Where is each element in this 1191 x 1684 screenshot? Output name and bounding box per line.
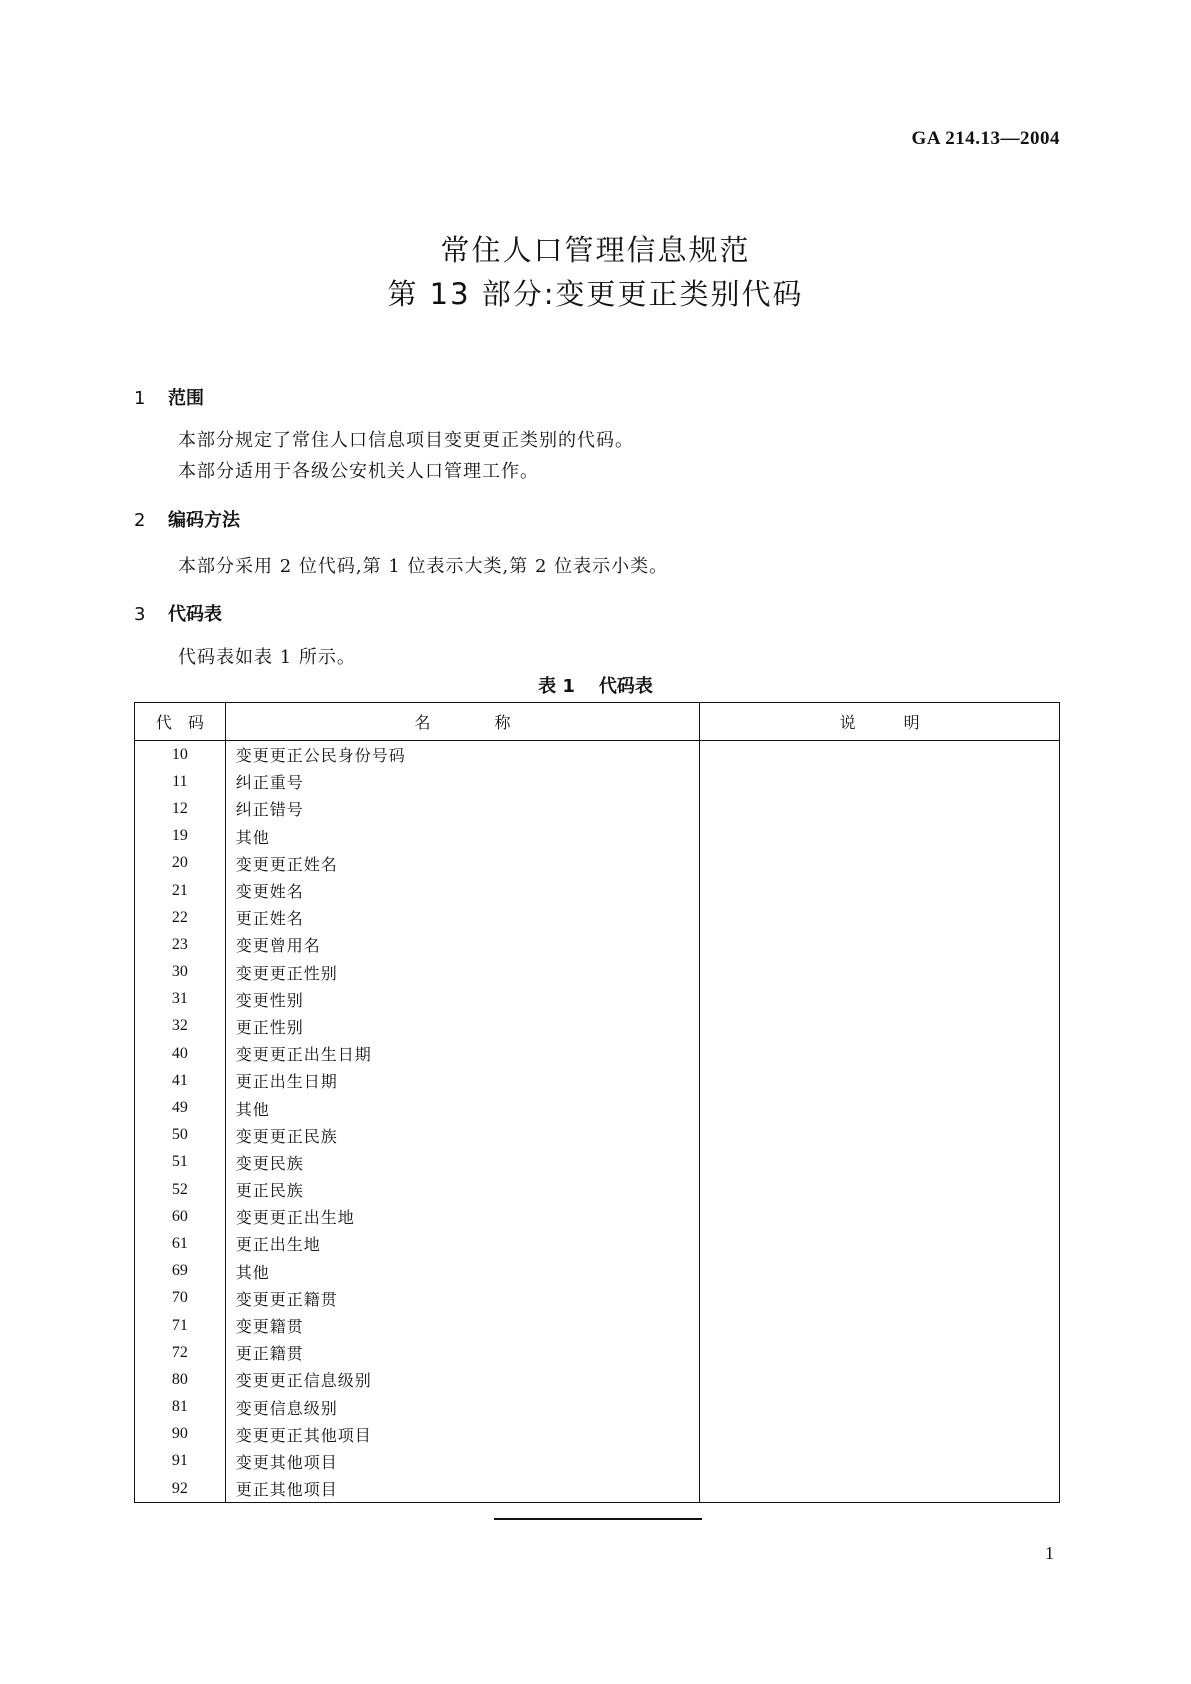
code-cell: 40 [135, 1040, 226, 1067]
table-row [135, 1067, 1060, 1094]
code-cell: 10 [135, 741, 226, 769]
code-cell: 80 [135, 1366, 226, 1393]
table-row [135, 1203, 1060, 1230]
code-cell: 72 [135, 1339, 226, 1366]
section-number: 2 [134, 510, 146, 531]
code-cell: 50 [135, 1122, 226, 1149]
name-cell: 纠正重号 [225, 768, 699, 795]
table-row [135, 931, 1060, 958]
code-cell: 92 [135, 1475, 226, 1503]
name-cell: 更正出生日期 [225, 1067, 699, 1094]
note-cell [700, 1176, 1060, 1203]
header-name: 名 称 [225, 703, 699, 741]
note-cell [700, 795, 1060, 822]
code-cell: 31 [135, 986, 226, 1013]
note-cell [700, 931, 1060, 958]
code-cell: 23 [135, 931, 226, 958]
name-cell: 更正籍贯 [225, 1339, 699, 1366]
paragraph: 本部分适用于各级公安机关人口管理工作。 [178, 461, 539, 482]
name-cell: 变更曾用名 [225, 931, 699, 958]
name-cell: 变更更正籍贯 [225, 1285, 699, 1312]
name-cell: 变更更正其他项目 [225, 1421, 699, 1448]
table-row [135, 823, 1060, 850]
table-row [135, 1013, 1060, 1040]
note-cell [700, 1230, 1060, 1257]
note-cell [700, 959, 1060, 986]
code-cell: 22 [135, 904, 226, 931]
table-row [135, 1339, 1060, 1366]
table-row [135, 768, 1060, 795]
section-number: 3 [134, 604, 146, 625]
table-caption-label: 表 1 [538, 676, 575, 697]
code-cell: 20 [135, 850, 226, 877]
table-header-row [135, 703, 1060, 741]
note-cell [700, 1421, 1060, 1448]
name-cell: 更正民族 [225, 1176, 699, 1203]
note-cell [700, 1366, 1060, 1393]
note-cell [700, 1013, 1060, 1040]
table-row [135, 959, 1060, 986]
table-row [135, 1122, 1060, 1149]
note-cell [700, 850, 1060, 877]
note-cell [700, 1040, 1060, 1067]
paragraph: 本部分规定了常住人口信息项目变更更正类别的代码。 [178, 430, 634, 451]
name-cell: 更正姓名 [225, 904, 699, 931]
section-heading-scope [134, 384, 204, 410]
note-cell [700, 1312, 1060, 1339]
name-cell: 变更更正信息级别 [225, 1366, 699, 1393]
name-cell: 更正其他项目 [225, 1475, 699, 1503]
section-number: 1 [134, 388, 146, 409]
note-cell [700, 1448, 1060, 1475]
name-cell: 变更更正出生日期 [225, 1040, 699, 1067]
note-cell [700, 1122, 1060, 1149]
name-cell: 纠正错号 [225, 795, 699, 822]
section-title: 编码方法 [168, 510, 240, 531]
section-title: 代码表 [168, 604, 222, 625]
code-cell: 90 [135, 1421, 226, 1448]
table-row [135, 1149, 1060, 1176]
code-cell: 49 [135, 1094, 226, 1121]
code-cell: 12 [135, 795, 226, 822]
note-cell [700, 877, 1060, 904]
table-row [135, 1040, 1060, 1067]
name-cell: 变更信息级别 [225, 1394, 699, 1421]
note-cell [700, 986, 1060, 1013]
table-row [135, 850, 1060, 877]
note-cell [700, 1094, 1060, 1121]
note-cell [700, 1203, 1060, 1230]
code-cell: 91 [135, 1448, 226, 1475]
code-cell: 19 [135, 823, 226, 850]
name-cell: 变更更正公民身份号码 [225, 741, 699, 769]
code-cell: 81 [135, 1394, 226, 1421]
name-cell: 变更民族 [225, 1149, 699, 1176]
page-number: 1 [1045, 1543, 1054, 1563]
note-cell [700, 1394, 1060, 1421]
table-row [135, 904, 1060, 931]
name-cell: 变更性别 [225, 986, 699, 1013]
note-cell [700, 741, 1060, 769]
section-heading-code-table [134, 600, 222, 626]
section-title: 范围 [168, 388, 204, 409]
table-row [135, 1448, 1060, 1475]
name-cell: 变更姓名 [225, 877, 699, 904]
table-caption-title: 代码表 [598, 676, 653, 697]
table-row [135, 986, 1060, 1013]
name-cell: 变更更正性别 [225, 959, 699, 986]
name-cell: 变更籍贯 [225, 1312, 699, 1339]
note-cell [700, 1149, 1060, 1176]
note-cell [700, 1067, 1060, 1094]
table-row [135, 741, 1060, 769]
note-cell [700, 823, 1060, 850]
code-cell: 21 [135, 877, 226, 904]
code-cell: 51 [135, 1149, 226, 1176]
name-cell: 更正出生地 [225, 1230, 699, 1257]
name-cell: 其他 [225, 1094, 699, 1121]
table-row [135, 795, 1060, 822]
table-row [135, 1475, 1060, 1503]
name-cell: 变更更正姓名 [225, 850, 699, 877]
name-cell: 更正性别 [225, 1013, 699, 1040]
document-subtitle: 第 13 部分:变更更正类别代码 [387, 277, 804, 311]
code-cell: 32 [135, 1013, 226, 1040]
code-cell: 30 [135, 959, 226, 986]
paragraph: 本部分采用 2 位代码,第 1 位表示大类,第 2 位表示小类。 [178, 556, 669, 577]
code-cell: 11 [135, 768, 226, 795]
name-cell: 其他 [225, 1258, 699, 1285]
table-row [135, 1094, 1060, 1121]
paragraph: 代码表如表 1 所示。 [178, 647, 356, 668]
table-row [135, 877, 1060, 904]
table-row [135, 1230, 1060, 1257]
note-cell [700, 1285, 1060, 1312]
name-cell: 变更更正出生地 [225, 1203, 699, 1230]
name-cell: 变更更正民族 [225, 1122, 699, 1149]
note-cell [700, 1339, 1060, 1366]
note-cell [700, 768, 1060, 795]
table-row [135, 1258, 1060, 1285]
name-cell: 变更其他项目 [225, 1448, 699, 1475]
code-cell: 52 [135, 1176, 226, 1203]
table-row [135, 1176, 1060, 1203]
code-cell: 41 [135, 1067, 226, 1094]
code-cell: 60 [135, 1203, 226, 1230]
code-cell: 69 [135, 1258, 226, 1285]
note-cell [700, 1475, 1060, 1503]
code-cell: 61 [135, 1230, 226, 1257]
section-heading-encoding [134, 506, 240, 532]
note-cell [700, 1258, 1060, 1285]
table-row [135, 1366, 1060, 1393]
code-table [134, 702, 1060, 1503]
name-cell: 其他 [225, 823, 699, 850]
code-cell: 71 [135, 1312, 226, 1339]
table-caption [0, 672, 1191, 698]
header-note: 说 明 [700, 703, 1060, 741]
header-code: 代 码 [135, 703, 226, 741]
standard-code: GA 214.13—2004 [911, 128, 1060, 149]
table-row [135, 1394, 1060, 1421]
document-title: 常住人口管理信息规范 [440, 233, 751, 267]
table-row [135, 1421, 1060, 1448]
note-cell [700, 904, 1060, 931]
table-row [135, 1312, 1060, 1339]
code-cell: 70 [135, 1285, 226, 1312]
table-row [135, 1285, 1060, 1312]
end-rule [494, 1518, 702, 1520]
